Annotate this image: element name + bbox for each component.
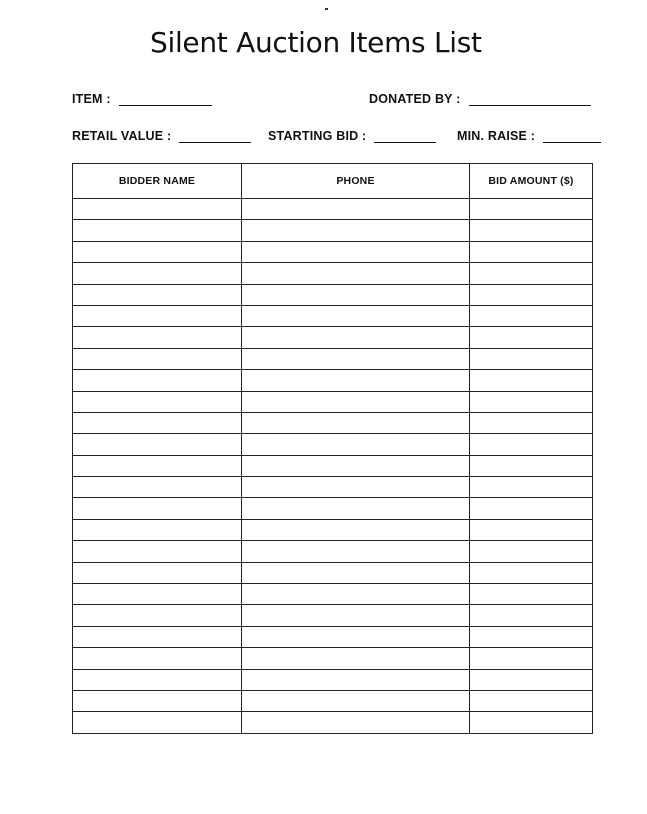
item-blank-line[interactable] xyxy=(119,93,212,106)
phone-cell[interactable] xyxy=(242,648,470,669)
retail-value-label: RETAIL VALUE : xyxy=(72,129,172,143)
bid-amount-cell[interactable] xyxy=(470,541,593,562)
bidder-name-cell[interactable] xyxy=(73,370,242,391)
table-row xyxy=(73,498,593,519)
phone-cell[interactable] xyxy=(242,284,470,305)
bidder-name-cell[interactable] xyxy=(73,455,242,476)
table-row xyxy=(73,648,593,669)
phone-cell[interactable] xyxy=(242,434,470,455)
phone-cell[interactable] xyxy=(242,562,470,583)
bid-amount-cell[interactable] xyxy=(470,412,593,433)
table-row xyxy=(73,455,593,476)
bidder-name-cell[interactable] xyxy=(73,648,242,669)
table-row xyxy=(73,327,593,348)
bid-amount-cell[interactable] xyxy=(470,370,593,391)
bid-amount-cell[interactable] xyxy=(470,669,593,690)
min-raise-label: MIN. RAISE : xyxy=(457,129,536,143)
phone-cell[interactable] xyxy=(242,391,470,412)
bid-amount-cell[interactable] xyxy=(470,648,593,669)
bid-amount-cell[interactable] xyxy=(470,199,593,220)
phone-cell[interactable] xyxy=(242,241,470,262)
phone-cell[interactable] xyxy=(242,541,470,562)
bidder-name-cell[interactable] xyxy=(73,348,242,369)
table-row xyxy=(73,241,593,262)
bid-table xyxy=(72,163,593,734)
table-row xyxy=(73,690,593,711)
bid-amount-cell[interactable] xyxy=(470,284,593,305)
retail-value-blank-line[interactable] xyxy=(179,130,251,143)
donated-by-field xyxy=(369,92,591,106)
phone-cell[interactable] xyxy=(242,626,470,647)
phone-cell[interactable] xyxy=(242,412,470,433)
item-label: ITEM : xyxy=(72,92,111,106)
bidder-name-cell[interactable] xyxy=(73,605,242,626)
bidder-name-cell[interactable] xyxy=(73,284,242,305)
bidder-name-cell[interactable] xyxy=(73,519,242,540)
bidder-name-header: BIDDER NAME xyxy=(73,164,242,199)
phone-cell[interactable] xyxy=(242,199,470,220)
bidder-name-cell[interactable] xyxy=(73,305,242,326)
starting-bid-label: STARTING BID : xyxy=(268,129,367,143)
bid-amount-cell[interactable] xyxy=(470,305,593,326)
bid-amount-cell[interactable] xyxy=(470,455,593,476)
table-row xyxy=(73,519,593,540)
bidder-name-cell[interactable] xyxy=(73,712,242,733)
phone-cell[interactable] xyxy=(242,498,470,519)
table-row xyxy=(73,284,593,305)
table-row xyxy=(73,605,593,626)
bidder-name-cell[interactable] xyxy=(73,477,242,498)
bid-amount-cell[interactable] xyxy=(470,348,593,369)
phone-cell[interactable] xyxy=(242,327,470,348)
bid-amount-cell[interactable] xyxy=(470,584,593,605)
phone-cell[interactable] xyxy=(242,455,470,476)
phone-cell[interactable] xyxy=(242,690,470,711)
table-row xyxy=(73,391,593,412)
phone-cell[interactable] xyxy=(242,712,470,733)
min-raise-blank-line[interactable] xyxy=(543,130,601,143)
bidder-name-cell[interactable] xyxy=(73,434,242,455)
starting-bid-blank-line[interactable] xyxy=(374,130,436,143)
phone-cell[interactable] xyxy=(242,605,470,626)
bid-amount-cell[interactable] xyxy=(470,626,593,647)
bidder-name-cell[interactable] xyxy=(73,584,242,605)
bid-amount-cell[interactable] xyxy=(470,605,593,626)
bidder-name-cell[interactable] xyxy=(73,241,242,262)
phone-header: PHONE xyxy=(242,164,470,199)
bid-amount-cell[interactable] xyxy=(470,263,593,284)
phone-cell[interactable] xyxy=(242,220,470,241)
bid-amount-cell[interactable] xyxy=(470,498,593,519)
bid-amount-cell[interactable] xyxy=(470,562,593,583)
bidder-name-cell[interactable] xyxy=(73,626,242,647)
bidder-name-cell[interactable] xyxy=(73,220,242,241)
bidder-name-cell[interactable] xyxy=(73,199,242,220)
bid-amount-cell[interactable] xyxy=(470,690,593,711)
table-row xyxy=(73,370,593,391)
bid-amount-cell[interactable] xyxy=(470,391,593,412)
bid-amount-cell[interactable] xyxy=(470,434,593,455)
phone-cell[interactable] xyxy=(242,669,470,690)
donated-by-blank-line[interactable] xyxy=(469,93,591,106)
phone-cell[interactable] xyxy=(242,263,470,284)
table-row xyxy=(73,220,593,241)
top-dot-mark xyxy=(325,8,328,10)
table-row xyxy=(73,199,593,220)
bid-amount-cell[interactable] xyxy=(470,712,593,733)
bidder-name-cell[interactable] xyxy=(73,498,242,519)
table-row xyxy=(73,434,593,455)
table-row xyxy=(73,305,593,326)
item-field xyxy=(72,92,212,106)
bid-amount-cell[interactable] xyxy=(470,519,593,540)
bid-amount-cell[interactable] xyxy=(470,327,593,348)
table-row xyxy=(73,263,593,284)
phone-cell[interactable] xyxy=(242,305,470,326)
table-row xyxy=(73,669,593,690)
min-raise-field xyxy=(457,129,601,143)
phone-cell[interactable] xyxy=(242,348,470,369)
phone-cell[interactable] xyxy=(242,584,470,605)
bidder-name-cell[interactable] xyxy=(73,327,242,348)
table-row xyxy=(73,412,593,433)
bid-amount-cell[interactable] xyxy=(470,241,593,262)
bidder-name-cell[interactable] xyxy=(73,541,242,562)
bidder-name-cell[interactable] xyxy=(73,412,242,433)
bid-amount-header: BID AMOUNT ($) xyxy=(470,164,593,199)
table-row xyxy=(73,626,593,647)
bidder-name-cell[interactable] xyxy=(73,690,242,711)
table-header-row xyxy=(73,164,593,199)
retail-value-field xyxy=(72,129,251,143)
phone-cell[interactable] xyxy=(242,477,470,498)
page-title: Silent Auction Items List xyxy=(150,26,482,59)
phone-cell[interactable] xyxy=(242,370,470,391)
table-body xyxy=(73,199,593,734)
table-row xyxy=(73,477,593,498)
bidder-name-cell[interactable] xyxy=(73,562,242,583)
table-row xyxy=(73,541,593,562)
table-row xyxy=(73,584,593,605)
phone-cell[interactable] xyxy=(242,519,470,540)
table-row xyxy=(73,712,593,733)
donated-by-label: DONATED BY : xyxy=(369,92,461,106)
bid-amount-cell[interactable] xyxy=(470,477,593,498)
bidder-name-cell[interactable] xyxy=(73,391,242,412)
bid-amount-cell[interactable] xyxy=(470,220,593,241)
starting-bid-field xyxy=(268,129,436,143)
bidder-name-cell[interactable] xyxy=(73,669,242,690)
bidder-name-cell[interactable] xyxy=(73,263,242,284)
table-row xyxy=(73,348,593,369)
table-row xyxy=(73,562,593,583)
